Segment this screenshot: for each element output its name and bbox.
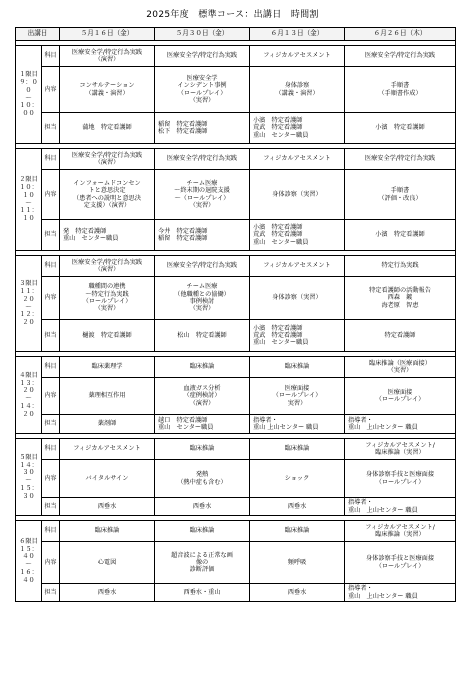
cell-staff-day-2: 西垂水・重山 — [155, 584, 250, 602]
period-2-subject-row — [16, 149, 456, 170]
cell-content-day-2: 発熱 （熱中症も含む） — [155, 460, 250, 498]
timetable-body — [16, 41, 456, 602]
period-6-subject-row — [16, 521, 456, 542]
cell-content-day-4: 身体診察手技と医療面接 （ロールプレイ） — [345, 460, 456, 498]
cell-subject-day-4: 特定行為実践 — [345, 256, 456, 277]
cell-staff-day-3: 西垂水 — [250, 584, 345, 602]
period-1-staff-row — [16, 113, 456, 144]
cell-content-day-3: ショック — [250, 460, 345, 498]
cell-content-day-4: 特定看護師の活動報告 西森 鍍 海老原 智恵 — [345, 277, 456, 320]
cell-staff-day-1: 蒲地 特定看護師 — [60, 113, 155, 144]
cell-subject-day-3: フィジカルアセスメント — [250, 46, 345, 67]
row-label-subject: 科目 — [42, 149, 60, 170]
cell-staff-day-3: 小濱 特定看護師 荒武 特定看護師 重山 センター職員 — [250, 113, 345, 144]
cell-content-day-3: 身体診察（実習） — [250, 277, 345, 320]
header-day-4: ６月２６日（木） — [345, 28, 456, 41]
page-title: 2025年度 標準コース：出講日 時間割 — [146, 10, 319, 20]
cell-content-day-1: コンサルテーション （講義・演習） — [60, 67, 155, 113]
cell-staff-day-4: 小濱 特定看護師 — [345, 113, 456, 144]
period-label: １限目 ９：００ ～ １０：００ — [16, 46, 42, 144]
row-label-content: 内容 — [42, 460, 60, 498]
cell-subject-day-3: 臨床推論 — [250, 357, 345, 378]
cell-content-day-2: チーム医療 （他職種との協働） 事例検討 （実習） — [155, 277, 250, 320]
row-label-staff: 担当 — [42, 498, 60, 516]
period-6-content-row — [16, 542, 456, 584]
cell-content-day-4: 医療面接 （ロールプレイ） — [345, 378, 456, 415]
cell-staff-day-4: 特定看護師 — [345, 320, 456, 352]
cell-subject-day-2: 臨床推論 — [155, 357, 250, 378]
period-3-staff-row — [16, 320, 456, 352]
cell-subject-day-1: 臨床推論 — [60, 521, 155, 542]
cell-content-day-1: 心電図 — [60, 542, 155, 584]
header-day-1: ５月１６日（金） — [60, 28, 155, 41]
cell-subject-day-1: フィジカルアセスメント — [60, 439, 155, 460]
cell-staff-day-1: 樋渡 特定看護師 — [60, 320, 155, 352]
header-date: 出講日 — [16, 28, 60, 41]
cell-content-day-3: 頻呼吸 — [250, 542, 345, 584]
cell-content-day-4: 手順書 （評価・改良） — [345, 170, 456, 220]
period-label: ３限目 １１：２０ ～ １２：２０ — [16, 256, 42, 352]
cell-subject-day-3: 臨床推論 — [250, 439, 345, 460]
row-label-content: 内容 — [42, 67, 60, 113]
period-4-content-row — [16, 378, 456, 415]
period-label: ４限目 １３：２０ ～ １４：２０ — [16, 357, 42, 434]
cell-content-day-4: 手順書 （手順書作成） — [345, 67, 456, 113]
period-3-content-row — [16, 277, 456, 320]
header-row — [16, 28, 456, 41]
cell-content-day-3: 身体診察（実習） — [250, 170, 345, 220]
period-3-subject-row — [16, 256, 456, 277]
row-label-subject: 科目 — [42, 439, 60, 460]
row-label-content: 内容 — [42, 378, 60, 415]
cell-content-day-2: 医療安全学 インシデント事例 （ロールプレイ） （実習） — [155, 67, 250, 113]
timetable — [15, 27, 456, 602]
cell-staff-day-1: 発 特定看護師 重山 センター職員 — [60, 220, 155, 251]
row-label-subject: 科目 — [42, 256, 60, 277]
row-label-staff: 担当 — [42, 584, 60, 602]
cell-subject-day-1: 医療安全学/特定行為実践 （演習） — [60, 256, 155, 277]
cell-staff-day-3: 小濱 特定看護師 荒武 特定看護師 重山 センター職員 — [250, 320, 345, 352]
cell-staff-day-1: 薬剤師 — [60, 415, 155, 434]
cell-staff-day-2: 今井 特定看護師 稲留 特定看護師 — [155, 220, 250, 251]
cell-staff-day-2: 松山 特定看護師 — [155, 320, 250, 352]
cell-staff-day-1: 西垂水 — [60, 498, 155, 516]
header-day-2: ５月３０日（金） — [155, 28, 250, 41]
period-label: ２限目 １０：１０ ～ １１：１０ — [16, 149, 42, 251]
row-label-staff: 担当 — [42, 320, 60, 352]
cell-staff-day-2: 越口 特定看護師 重山 センター職員 — [155, 415, 250, 434]
period-6-staff-row — [16, 584, 456, 602]
row-label-subject: 科目 — [42, 357, 60, 378]
period-4-subject-row — [16, 357, 456, 378]
cell-staff-day-2: 稲留 特定看護師 松下 特定看護師 — [155, 113, 250, 144]
cell-staff-day-3: 指導者・ 重山 上山センター 職員 — [250, 415, 345, 434]
cell-content-day-3: 身体診察 （講義・演習） — [250, 67, 345, 113]
row-label-staff: 担当 — [42, 113, 60, 144]
period-5-subject-row — [16, 439, 456, 460]
period-2-content-row — [16, 170, 456, 220]
cell-staff-day-4: 指導者・ 重山 上山センター 職員 — [345, 584, 456, 602]
row-label-staff: 担当 — [42, 220, 60, 251]
cell-subject-day-2: 医療安全学/特定行為実践 — [155, 149, 250, 170]
cell-subject-day-4: 医療安全学/特定行為実践 — [345, 46, 456, 67]
cell-subject-day-4: 臨床推論（医療面接） （実習） — [345, 357, 456, 378]
row-label-subject: 科目 — [42, 46, 60, 67]
period-label: ６限目 １５：４０ ～ １６：４０ — [16, 521, 42, 602]
cell-staff-day-3: 西垂水 — [250, 498, 345, 516]
period-1-content-row — [16, 67, 456, 113]
period-label: ５限目 １４：３０ ～ １５：３０ — [16, 439, 42, 516]
cell-staff-day-3: 小濱 特定看護師 荒武 特定看護師 重山 センター職員 — [250, 220, 345, 251]
cell-subject-day-2: 医療安全学/特定行為実践 — [155, 46, 250, 67]
period-5-content-row — [16, 460, 456, 498]
period-2-staff-row — [16, 220, 456, 251]
cell-staff-day-2: 西垂水 — [155, 498, 250, 516]
cell-content-day-4: 身体診察手技と医療面接 （ロールプレイ） — [345, 542, 456, 584]
row-label-subject: 科目 — [42, 521, 60, 542]
row-label-staff: 担当 — [42, 415, 60, 434]
cell-content-day-2: 超音波による正常な画 像の 診断評価 — [155, 542, 250, 584]
cell-subject-day-2: 医療安全学/特定行為実践 — [155, 256, 250, 277]
cell-content-day-2: 血液ガス分析 （症例検討） （演習） — [155, 378, 250, 415]
cell-subject-day-2: 臨床推論 — [155, 521, 250, 542]
cell-staff-day-4: 小濱 特定看護師 — [345, 220, 456, 251]
cell-subject-day-4: 医療安全学/特定行為実践 — [345, 149, 456, 170]
cell-subject-day-3: 臨床推論 — [250, 521, 345, 542]
cell-subject-day-1: 医療安全学/特定行為実践 （演習） — [60, 149, 155, 170]
cell-staff-day-1: 西垂水 — [60, 584, 155, 602]
cell-subject-day-2: 臨床推論 — [155, 439, 250, 460]
cell-content-day-1: インフォームドコンセン トと意思決定 （患者への説明と意思決 定支援）（演習） — [60, 170, 155, 220]
cell-subject-day-1: 臨床薬理学 — [60, 357, 155, 378]
cell-subject-day-3: フィジカルアセスメント — [250, 149, 345, 170]
row-label-content: 内容 — [42, 542, 60, 584]
row-label-content: 内容 — [42, 170, 60, 220]
cell-content-day-2: チーム医療 ～終末期の退院支援 ～（ロールプレイ） （実習） — [155, 170, 250, 220]
cell-staff-day-4: 指導者・ 重山 上山センター 職員 — [345, 415, 456, 434]
cell-content-day-3: 医療面接 （ロールプレイ） 実習） — [250, 378, 345, 415]
period-4-staff-row — [16, 415, 456, 434]
cell-content-day-1: 薬理相互作用 — [60, 378, 155, 415]
cell-subject-day-4: フィジカルアセスメント/ 臨床推論（実習） — [345, 439, 456, 460]
cell-content-day-1: バイタルサイン — [60, 460, 155, 498]
cell-staff-day-4: 指導者・ 重山 上山センター 職員 — [345, 498, 456, 516]
cell-content-day-1: 職種間の連携 ～特定行為実践 （ロールプレイ） （実習） — [60, 277, 155, 320]
period-5-staff-row — [16, 498, 456, 516]
cell-subject-day-1: 医療安全学/特定行為実践 （演習） — [60, 46, 155, 67]
row-label-content: 内容 — [42, 277, 60, 320]
cell-subject-day-4: フィジカルアセスメント/ 臨床推論（実習） — [345, 521, 456, 542]
period-1-subject-row — [16, 46, 456, 67]
cell-subject-day-3: フィジカルアセスメント — [250, 256, 345, 277]
header-day-3: ６月１３日（金） — [250, 28, 345, 41]
